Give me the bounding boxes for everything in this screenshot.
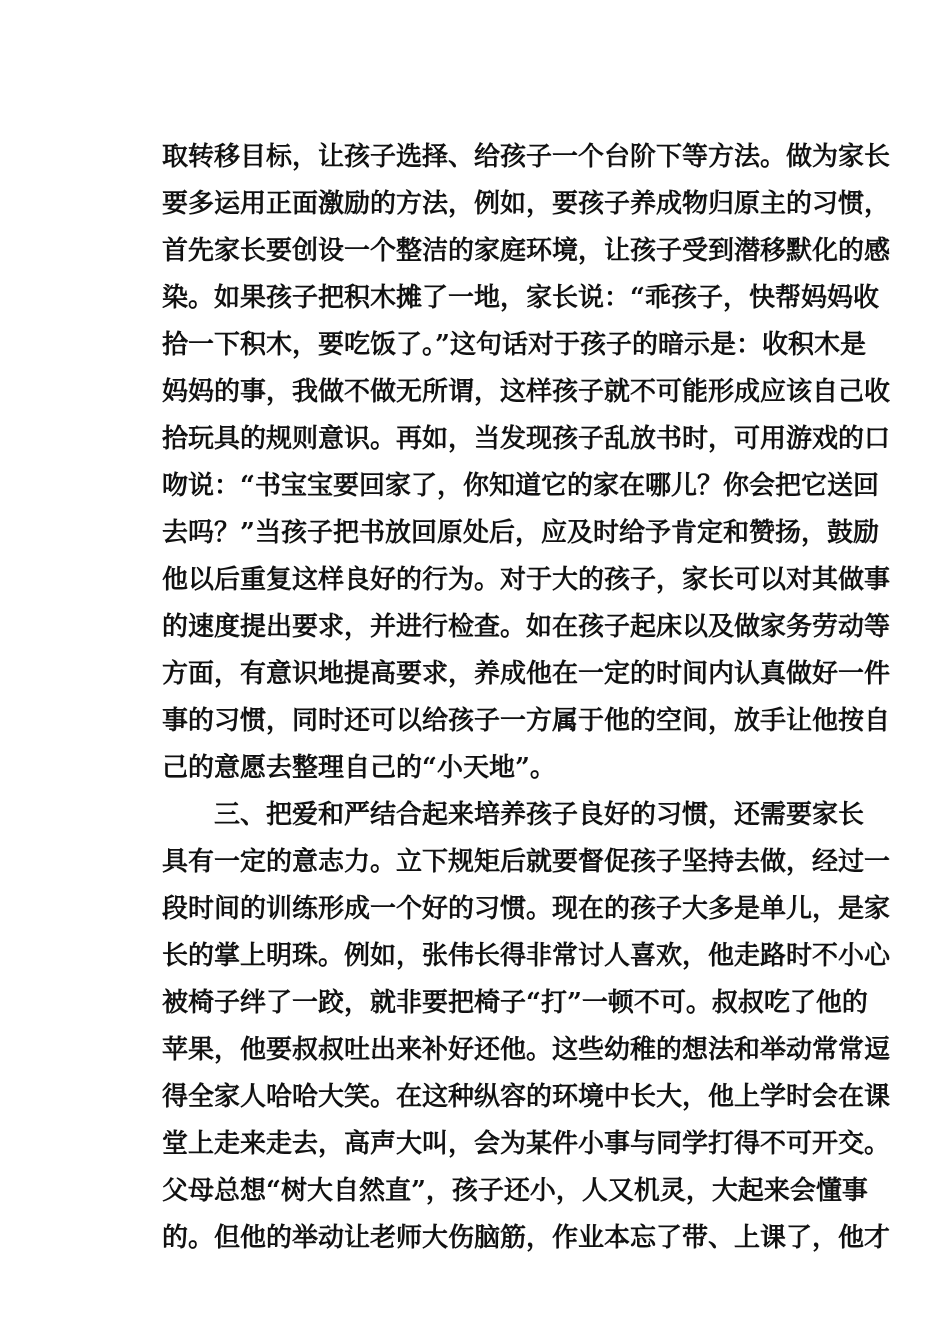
text-line: 被椅子绊了一跤，就非要把椅子“打”一顿不可。叔叔吃了他的 [162, 988, 868, 1018]
text-line: 苹果，他要叔叔吐出来补好还他。这些幼稚的想法和举动常常逗 [162, 1035, 891, 1065]
text-line: 方面，有意识地提高要求，养成他在一定的时间内认真做好一件 [162, 659, 891, 689]
text-line: 妈妈的事，我做不做无所谓，这样孩子就不可能形成应该自己收 [162, 377, 891, 407]
text-line: 他以后重复这样良好的行为。对于大的孩子，家长可以对其做事 [162, 565, 891, 595]
text-line: 首先家长要创设一个整洁的家庭环境，让孩子受到潜移默化的感 [162, 236, 891, 266]
text-line: 拾一下积木，要吃饭了。”这句话对于孩子的暗示是：收积木是 [162, 330, 866, 360]
text-line: 段时间的训练形成一个好的习惯。现在的孩子大多是单儿，是家 [162, 894, 891, 924]
text-line: 长的掌上明珠。例如，张伟长得非常讨人喜欢，他走路时不小心 [162, 941, 891, 971]
text-line: 己的意愿去整理自己的“小天地”。 [162, 753, 556, 783]
text-line: 得全家人哈哈大笑。在这种纵容的环境中长大，他上学时会在课 [162, 1082, 891, 1112]
paragraph-start-line: 三、把爱和严结合起来培养孩子良好的习惯，还需要家长 [214, 800, 865, 830]
text-line: 父母总想“树大自然直”，孩子还小，人又机灵，大起来会懂事 [162, 1176, 868, 1206]
text-line: 事的习惯，同时还可以给孩子一方属于他的空间，放手让他按自 [162, 706, 891, 736]
text-line: 吻说：“书宝宝要回家了，你知道它的家在哪儿？你会把它送回 [162, 471, 879, 501]
text-line: 去吗？”当孩子把书放回原处后，应及时给予肯定和赞扬，鼓励 [162, 518, 879, 548]
text-line: 的。但他的举动让老师大伤脑筋，作业本忘了带、上课了，他才 [162, 1223, 891, 1253]
text-line: 具有一定的意志力。立下规矩后就要督促孩子坚持去做，经过一 [162, 847, 891, 877]
text-line: 堂上走来走去，高声大叫，会为某件小事与同学打得不可开交。 [162, 1129, 891, 1159]
text-line: 要多运用正面激励的方法，例如，要孩子养成物归原主的习惯， [162, 189, 891, 219]
text-line: 拾玩具的规则意识。再如，当发现孩子乱放书时，可用游戏的口 [162, 424, 891, 454]
text-line: 取转移目标，让孩子选择、给孩子一个台阶下等方法。做为家长 [162, 142, 891, 172]
text-line: 的速度提出要求，并进行检查。如在孩子起床以及做家务劳动等 [162, 612, 891, 642]
text-line: 染。如果孩子把积木摊了一地，家长说：“乖孩子，快帮妈妈收 [162, 283, 879, 313]
